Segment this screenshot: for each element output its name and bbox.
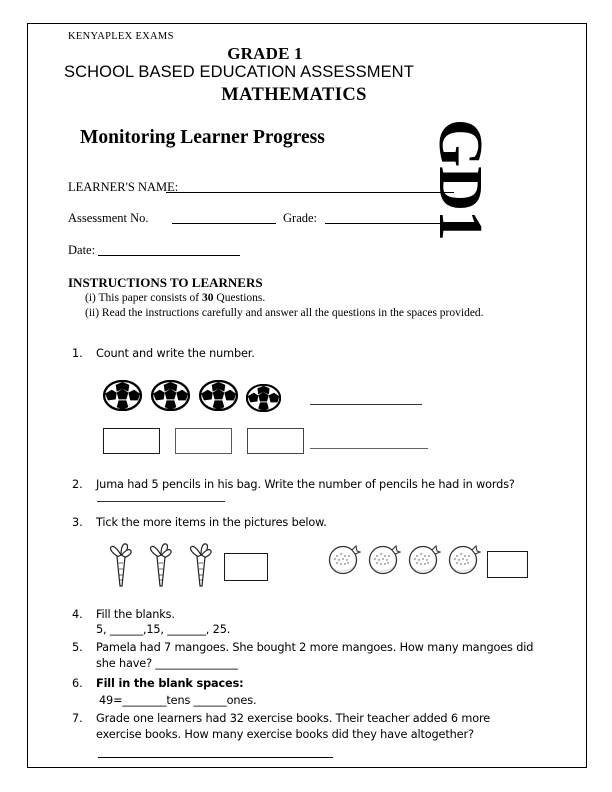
learner-name-label: LEARNER'S NAME:: [68, 180, 179, 194]
soccer-ball-icon: [199, 380, 238, 411]
question-4-text: Fill the blanks.: [96, 608, 175, 621]
question-1-text: Count and write the number.: [96, 347, 255, 360]
question-2-text: Juma had 5 pencils in his bag. Write the number of pencils he had in words?: [96, 478, 515, 491]
soccer-ball-icon: [246, 384, 281, 412]
question-7-text-line2: exercise books. How many exercise books did they have altogether?: [96, 728, 474, 741]
question-1-answer-line[interactable]: [310, 404, 422, 405]
question-4-number: 4.: [72, 608, 83, 621]
page-title: Monitoring Learner Progress: [80, 127, 325, 148]
carrot-icon: [148, 541, 174, 589]
question-4-sequence[interactable]: 5, ______,15, _______, 25.: [96, 623, 231, 636]
assessment-no-label: Assessment No.: [68, 211, 149, 225]
subject-heading: MATHEMATICS: [221, 85, 367, 105]
orange-icon: [407, 543, 441, 575]
question-6-text: Fill in the blank spaces:: [96, 677, 244, 690]
carrot-icon: [188, 541, 214, 589]
carrot-icon: [108, 541, 134, 589]
question-3-number: 3.: [72, 516, 83, 529]
assessment-no-input[interactable]: [172, 223, 276, 224]
learner-name-input[interactable]: [166, 192, 454, 193]
question-3-text: Tick the more items in the pictures below.: [96, 516, 327, 529]
question-5-text-line1: Pamela had 7 mangoes. She bought 2 more mangoes. How many mangoes did: [96, 641, 534, 654]
date-input[interactable]: [98, 255, 240, 256]
soccer-ball-icon: [103, 380, 142, 411]
instruction-1-suffix: Questions.: [213, 292, 266, 304]
question-5-number: 5.: [72, 641, 83, 654]
orange-icon: [447, 543, 481, 575]
question-1-answer-box[interactable]: [247, 428, 304, 454]
question-7-number: 7.: [72, 712, 83, 725]
question-6-sub[interactable]: 49=________tens ______ones.: [99, 694, 257, 707]
instruction-item-2: (ii) Read the instructions carefully and answer all the questions in the spaces provided.: [85, 307, 484, 319]
question-3-carrot-tick-box[interactable]: [224, 553, 268, 581]
question-1-number: 1.: [72, 347, 83, 360]
question-7-text-line1: Grade one learners had 32 exercise books. Their teacher added 6 more: [96, 712, 491, 725]
question-2-answer-line[interactable]: [97, 501, 225, 502]
question-2-number: 2.: [72, 478, 83, 491]
grade-heading: GRADE 1: [227, 44, 303, 63]
date-label: Date:: [68, 243, 96, 257]
question-6-number: 6.: [72, 677, 83, 690]
instruction-1-count: 30: [202, 292, 214, 304]
soccer-ball-icon: [151, 380, 190, 411]
assessment-heading: SCHOOL BASED EDUCATION ASSESSMENT: [64, 63, 414, 81]
publisher-label: KENYAPLEX EXAMS: [68, 31, 174, 42]
orange-icon: [367, 543, 401, 575]
question-5-text-line2[interactable]: she have? _______________: [96, 657, 238, 670]
paper-code-watermark: [426, 48, 494, 240]
question-1-answer-line-2[interactable]: [310, 448, 428, 449]
grade-field-label: Grade:: [283, 211, 318, 225]
grade-input[interactable]: [325, 223, 455, 224]
instruction-1-prefix: (i) This paper consists of: [85, 292, 203, 304]
question-3-orange-tick-box[interactable]: [487, 551, 528, 578]
instruction-item-1: [85, 292, 265, 304]
question-1-answer-box[interactable]: [175, 428, 232, 454]
question-1-answer-box[interactable]: [103, 428, 160, 454]
question-7-answer-line[interactable]: [98, 757, 333, 758]
paper-code-text: GD1: [426, 119, 494, 240]
instructions-title: INSTRUCTIONS TO LEARNERS: [68, 275, 263, 290]
orange-icon: [327, 543, 361, 575]
